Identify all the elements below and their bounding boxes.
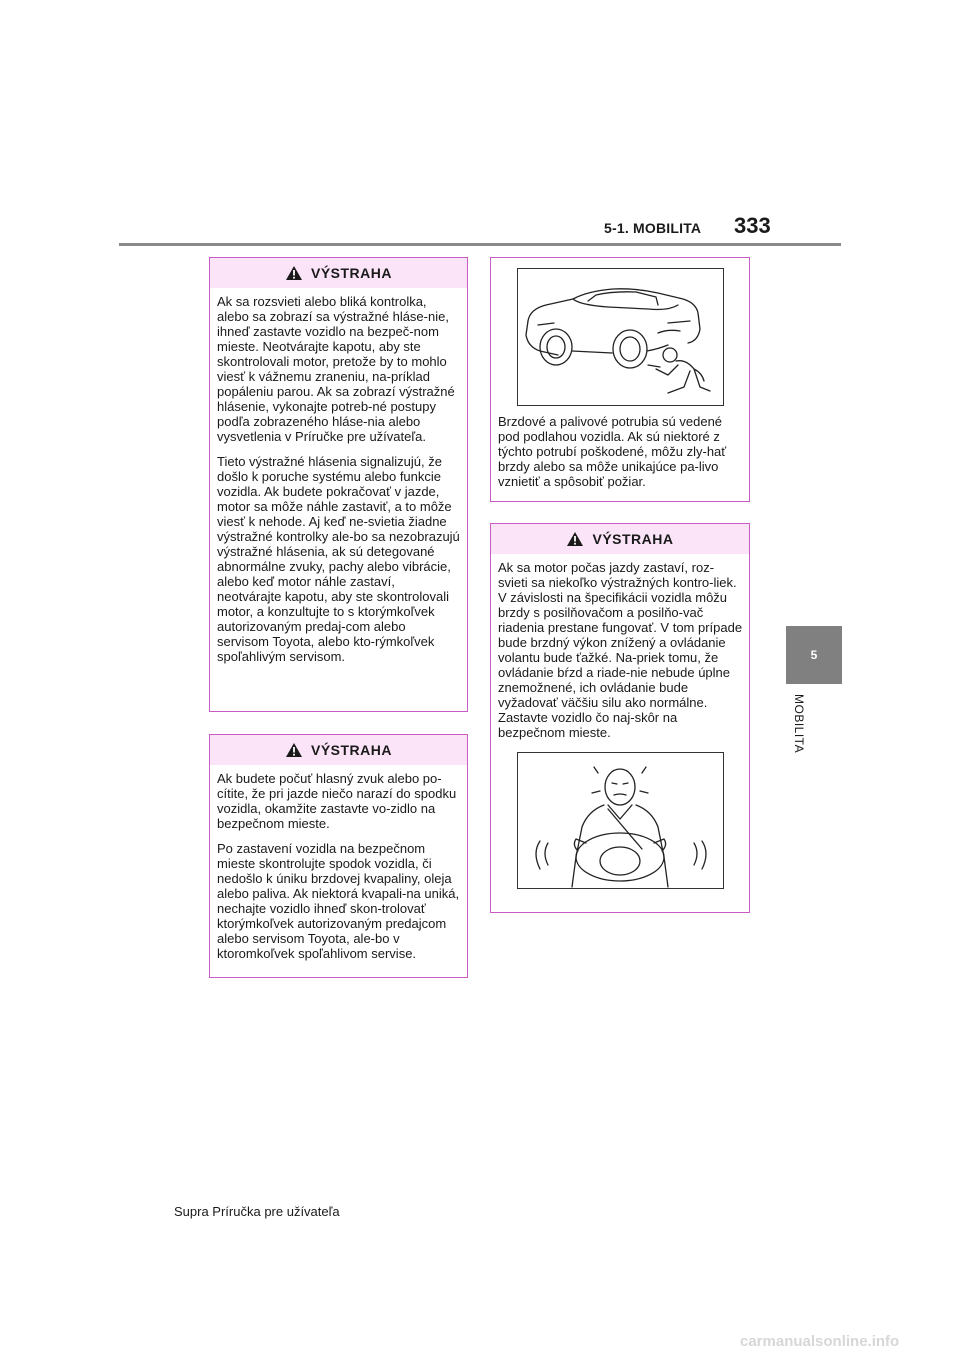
warning-body [210, 765, 467, 967]
header-rule [119, 243, 841, 246]
warning-header [210, 735, 467, 765]
watermark: carmanualsonline.info [740, 1333, 900, 1350]
car-inspection-illustration [517, 268, 724, 406]
warning-body [210, 288, 467, 670]
warning-paragraph: Ak budete počuť hlasný zvuk alebo po-cítite, že pri jazde niečo narazí do spodku vozidla, okamžite zastavte vo-zidlo na bezpečnom mieste. [217, 771, 457, 831]
warning-box-2 [209, 734, 468, 978]
chapter-number: 5 [810, 648, 818, 662]
warning-paragraph: Ak sa motor počas jazdy zastaví, roz-svieti sa niekoľko výstražných kontro-liek. V závislosti na špecifikácii vozidla môžu brzdy s posilňovačom a posilňo-vač riadenia prestane fungovať. V tom prípade bude brzdný výkon znížený a ovládanie volantu bude ťažké. Na-priek tomu, že ovládanie bŕzd a riade-nie nebude úplne znemožnené, ich ovládanie bude vyžadovať väčšiu silu ako normálne. Zastavte vozidlo čo naj-skôr na bezpečnom mieste. [498, 560, 743, 740]
section-title: 5-1. MOBILITA [604, 220, 702, 236]
warning-box-3 [490, 523, 750, 913]
warning-paragraph: Po zastavení vozidla na bezpečnom mieste skontrolujte spodok vozidla, či nedošlo k úniku brzdovej kvapaliny, oleja alebo paliva. Ak niektorá kvapali-na uniká, nechajte vozidlo ihneď skon-trolovať ktorýmkoľvek autorizovaným predajcom alebo servisom Toyota, ale-bo v ktoromkoľvek spoľahlivom servise. [217, 841, 460, 961]
warning-box-1 [209, 257, 468, 712]
chapter-side-label: MOBILITA [792, 694, 806, 754]
chapter-tab [786, 626, 842, 684]
warning-title: VÝSTRAHA [592, 531, 674, 547]
warning-body [491, 554, 749, 746]
driver-steering-illustration [517, 752, 724, 889]
page-number: 333 [734, 213, 771, 238]
driver-illustration-svg [518, 753, 723, 888]
warning-title: VÝSTRAHA [310, 265, 392, 281]
info-box [490, 257, 750, 502]
warning-paragraph: Ak sa rozsvieti alebo bliká kontrolka, alebo sa zobrazí sa výstražné hláse-nie, ihneď zastavte vozidlo na bezpeč-nom mieste. Neotvárajte kapotu, aby ste skontrolovali motor, pretože by to mohlo viesť k vážnemu zraneniu, na-príklad popáleniu parou. Ak sa zobrazí výstražné hlásenie, vykonajte potreb-né postupy podľa zobrazeného hláse-nia alebo vysvetlenia v Príručke pre užívateľa. [217, 294, 455, 444]
footer-text: Supra Príručka pre užívateľa [174, 1204, 340, 1219]
warning-triangle-icon [566, 531, 584, 547]
warning-header [210, 258, 467, 288]
info-text: Brzdové a palivové potrubia sú vedené pod podlahou vozidla. Ak sú niektoré z týchto potrubí poškodené, môžu zly-hať brzdy alebo sa môže unikajúce pa-livo vznietiť a spôsobiť požiar. [498, 414, 727, 489]
warning-header [491, 524, 749, 554]
warning-triangle-icon [285, 742, 303, 758]
car-illustration-svg [518, 269, 723, 405]
warning-paragraph: Tieto výstražné hlásenia signalizujú, že došlo k poruche systému alebo funkcie vozidla. Ak budete pokračovať v jazde, motor sa môže náhle zastaviť, a to môže viesť k nehode. Aj keď ne-svietia žiadne výstražné kontrolky ale-bo sa nezobrazujú výstražné hlásenia, ak sú detegované abnormálne zvuky, pachy alebo vibrácie, alebo keď motor náhle zastaví, neotvárajte kapotu, aby ste skontrolovali motor, a konzultujte to s ktorýmkoľvek autorizovaným predaj-com alebo servisom Toyota, alebo kto-rýmkoľvek spoľahlivým servisom. [217, 454, 460, 664]
warning-triangle-icon [285, 265, 303, 281]
info-body [491, 406, 749, 495]
warning-title: VÝSTRAHA [310, 742, 392, 758]
